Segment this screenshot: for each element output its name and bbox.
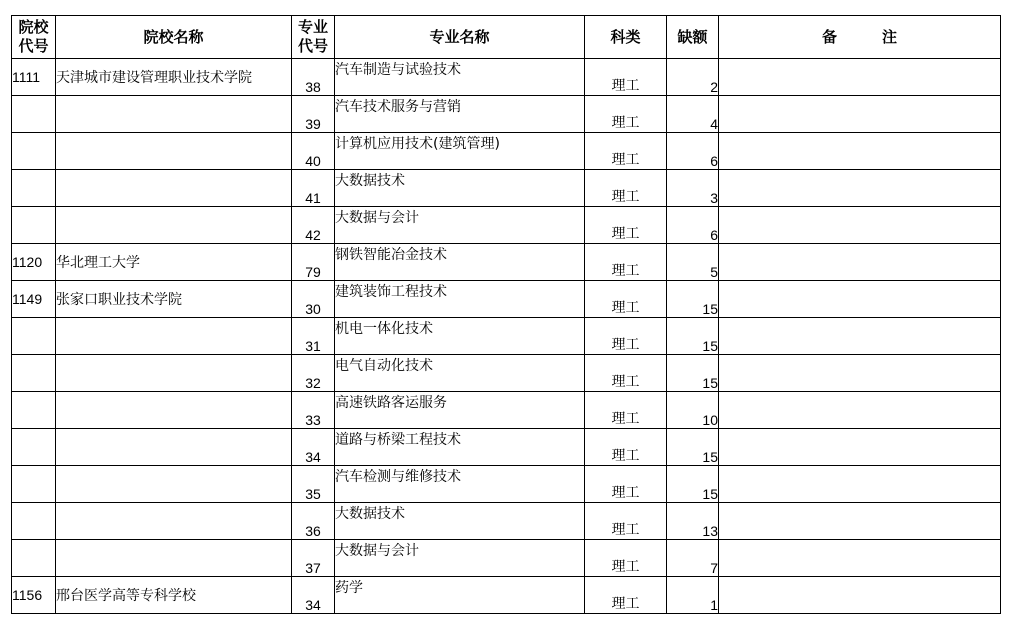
table-body [12, 59, 1001, 614]
vacancy-cell: 6 [667, 207, 719, 244]
major-code-cell: 41 [292, 170, 335, 207]
subject-cell: 理工 [585, 577, 667, 614]
major-code-cell: 34 [292, 577, 335, 614]
table-row [12, 540, 1001, 577]
major-code-cell: 35 [292, 466, 335, 503]
major-code-cell: 40 [292, 133, 335, 170]
school-code-cell [12, 96, 56, 133]
vacancy-cell: 7 [667, 540, 719, 577]
note-cell [719, 540, 1001, 577]
school-name-cell [56, 133, 292, 170]
subject-cell: 理工 [585, 392, 667, 429]
school-name-cell [56, 466, 292, 503]
vacancy-cell: 2 [667, 59, 719, 96]
major-name-cell: 汽车技术服务与营销 [335, 96, 585, 133]
major-name-cell: 汽车检测与维修技术 [335, 466, 585, 503]
header-row [12, 16, 1001, 59]
table-row [12, 170, 1001, 207]
major-name-cell: 药学 [335, 577, 585, 614]
note-cell [719, 318, 1001, 355]
vacancy-cell: 13 [667, 503, 719, 540]
vacancy-cell: 6 [667, 133, 719, 170]
vacancy-cell: 1 [667, 577, 719, 614]
school-name-cell [56, 503, 292, 540]
school-name-cell: 天津城市建设管理职业技术学院 [56, 59, 292, 96]
major-code-cell: 38 [292, 59, 335, 96]
header-school-code [12, 16, 56, 59]
note-cell [719, 133, 1001, 170]
major-code-cell: 39 [292, 96, 335, 133]
school-code-cell: 1120 [12, 244, 56, 281]
major-name-cell: 机电一体化技术 [335, 318, 585, 355]
header-school-name: 院校名称 [56, 16, 292, 59]
school-code-cell [12, 355, 56, 392]
major-code-cell: 33 [292, 392, 335, 429]
table-row [12, 96, 1001, 133]
subject-cell: 理工 [585, 355, 667, 392]
subject-cell: 理工 [585, 133, 667, 170]
table-row [12, 244, 1001, 281]
header-vacancy: 缺额 [667, 16, 719, 59]
header-major-code-line1: 专业 [297, 18, 328, 36]
subject-cell: 理工 [585, 503, 667, 540]
header-note: 备 注 [719, 16, 1001, 59]
note-cell [719, 392, 1001, 429]
vacancy-cell: 4 [667, 96, 719, 133]
header-school-code-line2: 代号 [18, 37, 49, 55]
major-name-cell: 建筑装饰工程技术 [335, 281, 585, 318]
major-name-cell: 大数据技术 [335, 170, 585, 207]
school-name-cell [56, 540, 292, 577]
vacancy-cell: 5 [667, 244, 719, 281]
school-name-cell [56, 207, 292, 244]
major-code-cell: 37 [292, 540, 335, 577]
note-cell [719, 59, 1001, 96]
note-cell [719, 355, 1001, 392]
subject-cell: 理工 [585, 281, 667, 318]
major-name-cell: 道路与桥梁工程技术 [335, 429, 585, 466]
note-cell [719, 466, 1001, 503]
major-code-cell: 34 [292, 429, 335, 466]
header-school-code-line1: 院校 [18, 18, 49, 36]
major-name-cell: 高速铁路客运服务 [335, 392, 585, 429]
school-name-cell [56, 355, 292, 392]
header-major-code [292, 16, 335, 59]
note-cell [719, 244, 1001, 281]
table-row [12, 392, 1001, 429]
subject-cell: 理工 [585, 59, 667, 96]
vacancy-cell: 15 [667, 466, 719, 503]
school-code-cell: 1156 [12, 577, 56, 614]
note-cell [719, 281, 1001, 318]
vacancy-table [11, 15, 1001, 614]
note-cell [719, 503, 1001, 540]
school-code-cell [12, 170, 56, 207]
major-name-cell: 大数据与会计 [335, 540, 585, 577]
note-cell [719, 96, 1001, 133]
vacancy-cell: 15 [667, 281, 719, 318]
vacancy-cell: 15 [667, 429, 719, 466]
school-name-cell [56, 392, 292, 429]
major-code-cell: 30 [292, 281, 335, 318]
major-code-cell: 42 [292, 207, 335, 244]
major-code-cell: 32 [292, 355, 335, 392]
school-code-cell [12, 429, 56, 466]
table-row [12, 59, 1001, 96]
school-code-cell [12, 466, 56, 503]
school-name-cell [56, 96, 292, 133]
school-name-cell [56, 170, 292, 207]
subject-cell: 理工 [585, 466, 667, 503]
header-subject: 科类 [585, 16, 667, 59]
school-name-cell: 邢台医学高等专科学校 [56, 577, 292, 614]
note-cell [719, 170, 1001, 207]
school-name-cell [56, 429, 292, 466]
table-row [12, 355, 1001, 392]
table-row [12, 133, 1001, 170]
subject-cell: 理工 [585, 170, 667, 207]
table-row [12, 318, 1001, 355]
vacancy-cell: 15 [667, 355, 719, 392]
header-major-name: 专业名称 [335, 16, 585, 59]
note-cell [719, 207, 1001, 244]
school-code-cell [12, 207, 56, 244]
major-code-cell: 31 [292, 318, 335, 355]
school-name-cell [56, 318, 292, 355]
major-name-cell: 大数据与会计 [335, 207, 585, 244]
major-code-cell: 36 [292, 503, 335, 540]
note-cell [719, 429, 1001, 466]
school-code-cell [12, 318, 56, 355]
vacancy-cell: 3 [667, 170, 719, 207]
school-code-cell: 1111 [12, 59, 56, 96]
table-row [12, 577, 1001, 614]
school-code-cell: 1149 [12, 281, 56, 318]
major-code-cell: 79 [292, 244, 335, 281]
major-name-cell: 大数据技术 [335, 503, 585, 540]
vacancy-cell: 10 [667, 392, 719, 429]
school-name-cell: 张家口职业技术学院 [56, 281, 292, 318]
note-cell [719, 577, 1001, 614]
table-row [12, 503, 1001, 540]
table-row [12, 429, 1001, 466]
major-name-cell: 汽车制造与试验技术 [335, 59, 585, 96]
table-row [12, 207, 1001, 244]
header-major-code-line2: 代号 [297, 37, 328, 55]
school-code-cell [12, 503, 56, 540]
school-code-cell [12, 133, 56, 170]
subject-cell: 理工 [585, 318, 667, 355]
subject-cell: 理工 [585, 207, 667, 244]
major-name-cell: 钢铁智能冶金技术 [335, 244, 585, 281]
table-row [12, 281, 1001, 318]
major-name-cell: 计算机应用技术(建筑管理) [335, 133, 585, 170]
school-code-cell [12, 540, 56, 577]
subject-cell: 理工 [585, 244, 667, 281]
subject-cell: 理工 [585, 96, 667, 133]
vacancy-cell: 15 [667, 318, 719, 355]
school-name-cell: 华北理工大学 [56, 244, 292, 281]
subject-cell: 理工 [585, 429, 667, 466]
subject-cell: 理工 [585, 540, 667, 577]
table-row [12, 466, 1001, 503]
school-code-cell [12, 392, 56, 429]
major-name-cell: 电气自动化技术 [335, 355, 585, 392]
